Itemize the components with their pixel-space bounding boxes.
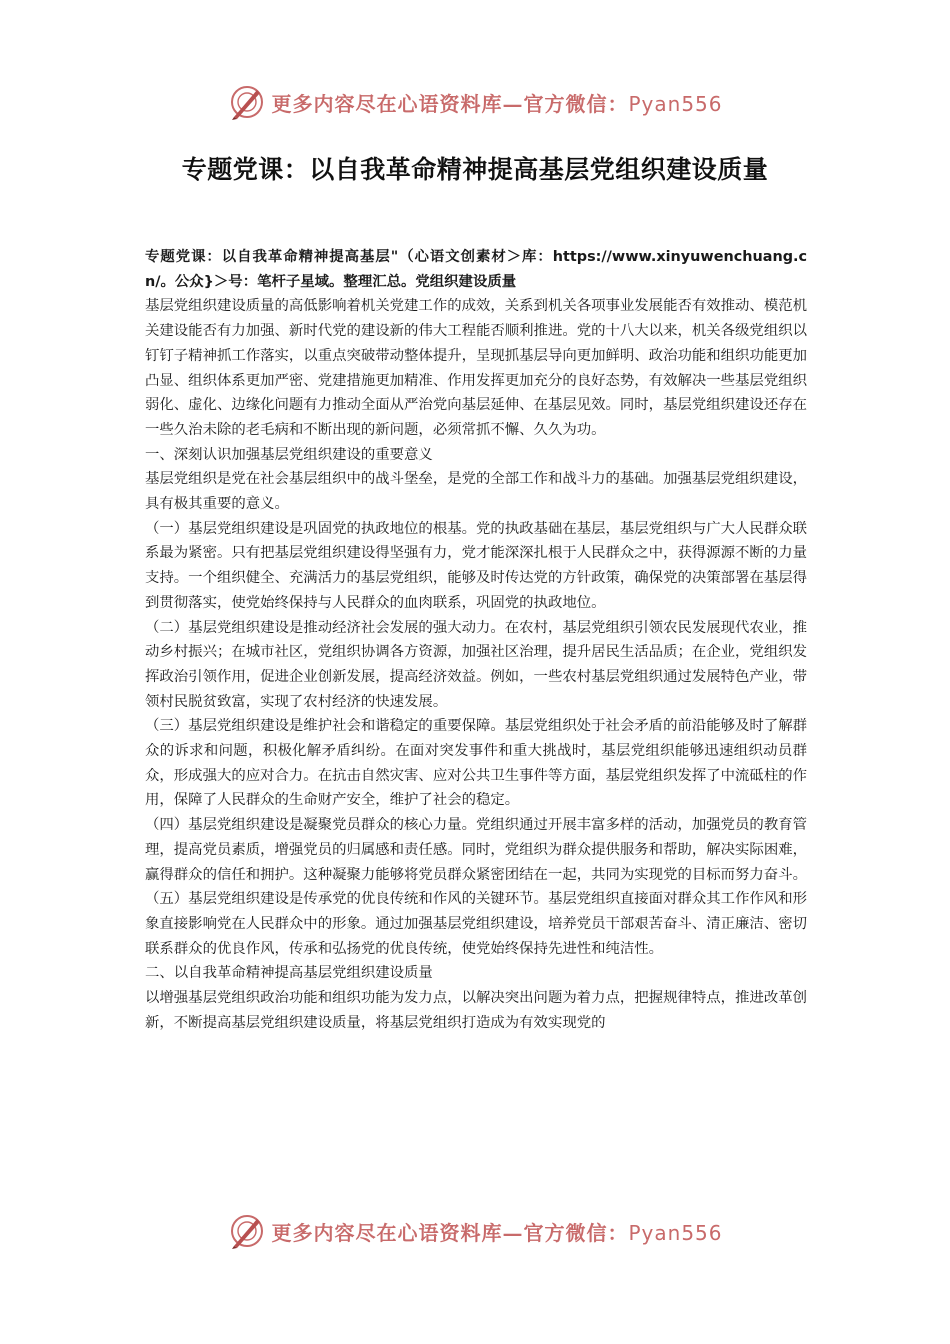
pen-logo-icon [227,1211,267,1251]
banner-text: 更多内容尽在心语资料库—官方微信：Pyan556 [271,1220,723,1245]
intro-paragraph: 基层党组织建设质量的高低影响着机关党建工作的成效，关系到机关各项事业发展能否有效推动、模范机关建设能否有力加强、新时代党的建设新的伟大工程能否顺利推进。党的十八大以来，机关各级党组织以钉钉子精神抓工作落实，以重点突破带动整体提升，呈现抓基层导向更加鲜明、政治功能和组织功能更加凸显、组织体系更加严密、党建措施更加精准、作用发挥更加充分的良好态势，有效解决一些基层党组织弱化、虚化、边缘化问题有力推动全面从严治党向基层延伸、在基层见效。同时，基层党组织建设还存在一些久治未除的老毛病和不断出现的新问题，必须常抓不懈、久久为功。 [145,298,807,438]
document-body [145,245,807,1036]
point-1: （一）基层党组织建设是巩固党的执政地位的根基。党的执政基础在基层，基层党组织与广大人民群众联系最为紧密。只有把基层党组织建设得坚强有力，党才能深深扎根于人民群众之中，获得源源不断的力量支持。一个组织健全、充满活力的基层党组织，能够及时传达党的方针政策，确保党的决策部署在基层得到贯彻落实，使党始终保持与人民群众的血肉联系，巩固党的执政地位。 [145,520,807,611]
header-watermark-banner [0,80,950,124]
pen-logo-icon [227,82,267,122]
section-1-intro: 基层党组织是党在社会基层组织中的战斗堡垒，是党的全部工作和战斗力的基础。加强基层党组织建设，具有极其重要的意义。 [145,471,807,513]
point-5: （五）基层党组织建设是传承党的优良传统和作风的关键环节。基层党组织直接面对群众其工作作风和形象直接影响党在人民群众中的形象。通过加强基层党组织建设，培养党员干部艰苦奋斗、清正廉洁、密切联系群众的优良作风，传承和弘扬党的优良传统，使党始终保持先进性和纯洁性。 [145,891,807,957]
wechat-id: Pyan556 [628,91,723,116]
footer-watermark-banner [0,1209,950,1253]
wechat-id: Pyan556 [628,1220,723,1245]
section-heading-1: 一、深刻认识加强基层党组织建设的重要意义 [145,446,433,463]
section-2-intro: 以增强基层党组织政治功能和组织功能为发力点，以解决突出问题为着力点，把握规律特点，推进改革创新，不断提高基层党组织建设质量，将基层党组织打造成为有效实现党的 [145,990,807,1031]
page-title: 专题党课：以自我革命精神提高基层党组织建设质量 [181,155,769,184]
point-3: （三）基层党组织建设是维护社会和谐稳定的重要保障。基层党组织处于社会矛盾的前沿能够及时了解群众的诉求和问题，积极化解矛盾纠纷。在面对突发事件和重大挑战时，基层党组织能够迅速组织动员群众，形成强大的应对合力。在抗击自然灾害、应对公共卫生事件等方面，基层党组织发挥了中流砥柱的作用，保障了人民群众的生命财产安全，维护了社会的稳定。 [145,718,807,809]
point-2: （二）基层党组织建设是推动经济社会发展的强大动力。在农村，基层党组织引领农民发展现代农业，推动乡村振兴；在城市社区，党组织协调各方资源，加强社区治理，提升居民生活品质；在企业，党组织发挥政治引领作用，促进企业创新发展，提高经济效益。例如，一些农村基层党组织通过发展特色产业，带领村民脱贫致富，实现了农村经济的快速发展。 [145,619,807,710]
lead-paragraph: 专题党课：以自我革命精神提高基层"（心语文创素材＞库：https://www.xinyuwenchuang.cn/。公众}＞号：笔杆子星域。整理汇总。党组织建设质量 [145,249,807,290]
point-4: （四）基层党组织建设是凝聚党员群众的核心力量。党组织通过开展丰富多样的活动，加强党员的教育管理，提高党员素质，增强党员的归属感和责任感。同时，党组织为群众提供服务和帮助，解决实际困难，赢得群众的信任和拥护。这种凝聚力能够将党员群众紧密团结在一起，共同为实现党的目标而努力奋斗。 [145,817,807,883]
section-heading-2: 二、以自我革命精神提高基层党组织建设质量 [145,965,433,982]
banner-text: 更多内容尽在心语资料库—官方微信：Pyan556 [271,91,723,116]
